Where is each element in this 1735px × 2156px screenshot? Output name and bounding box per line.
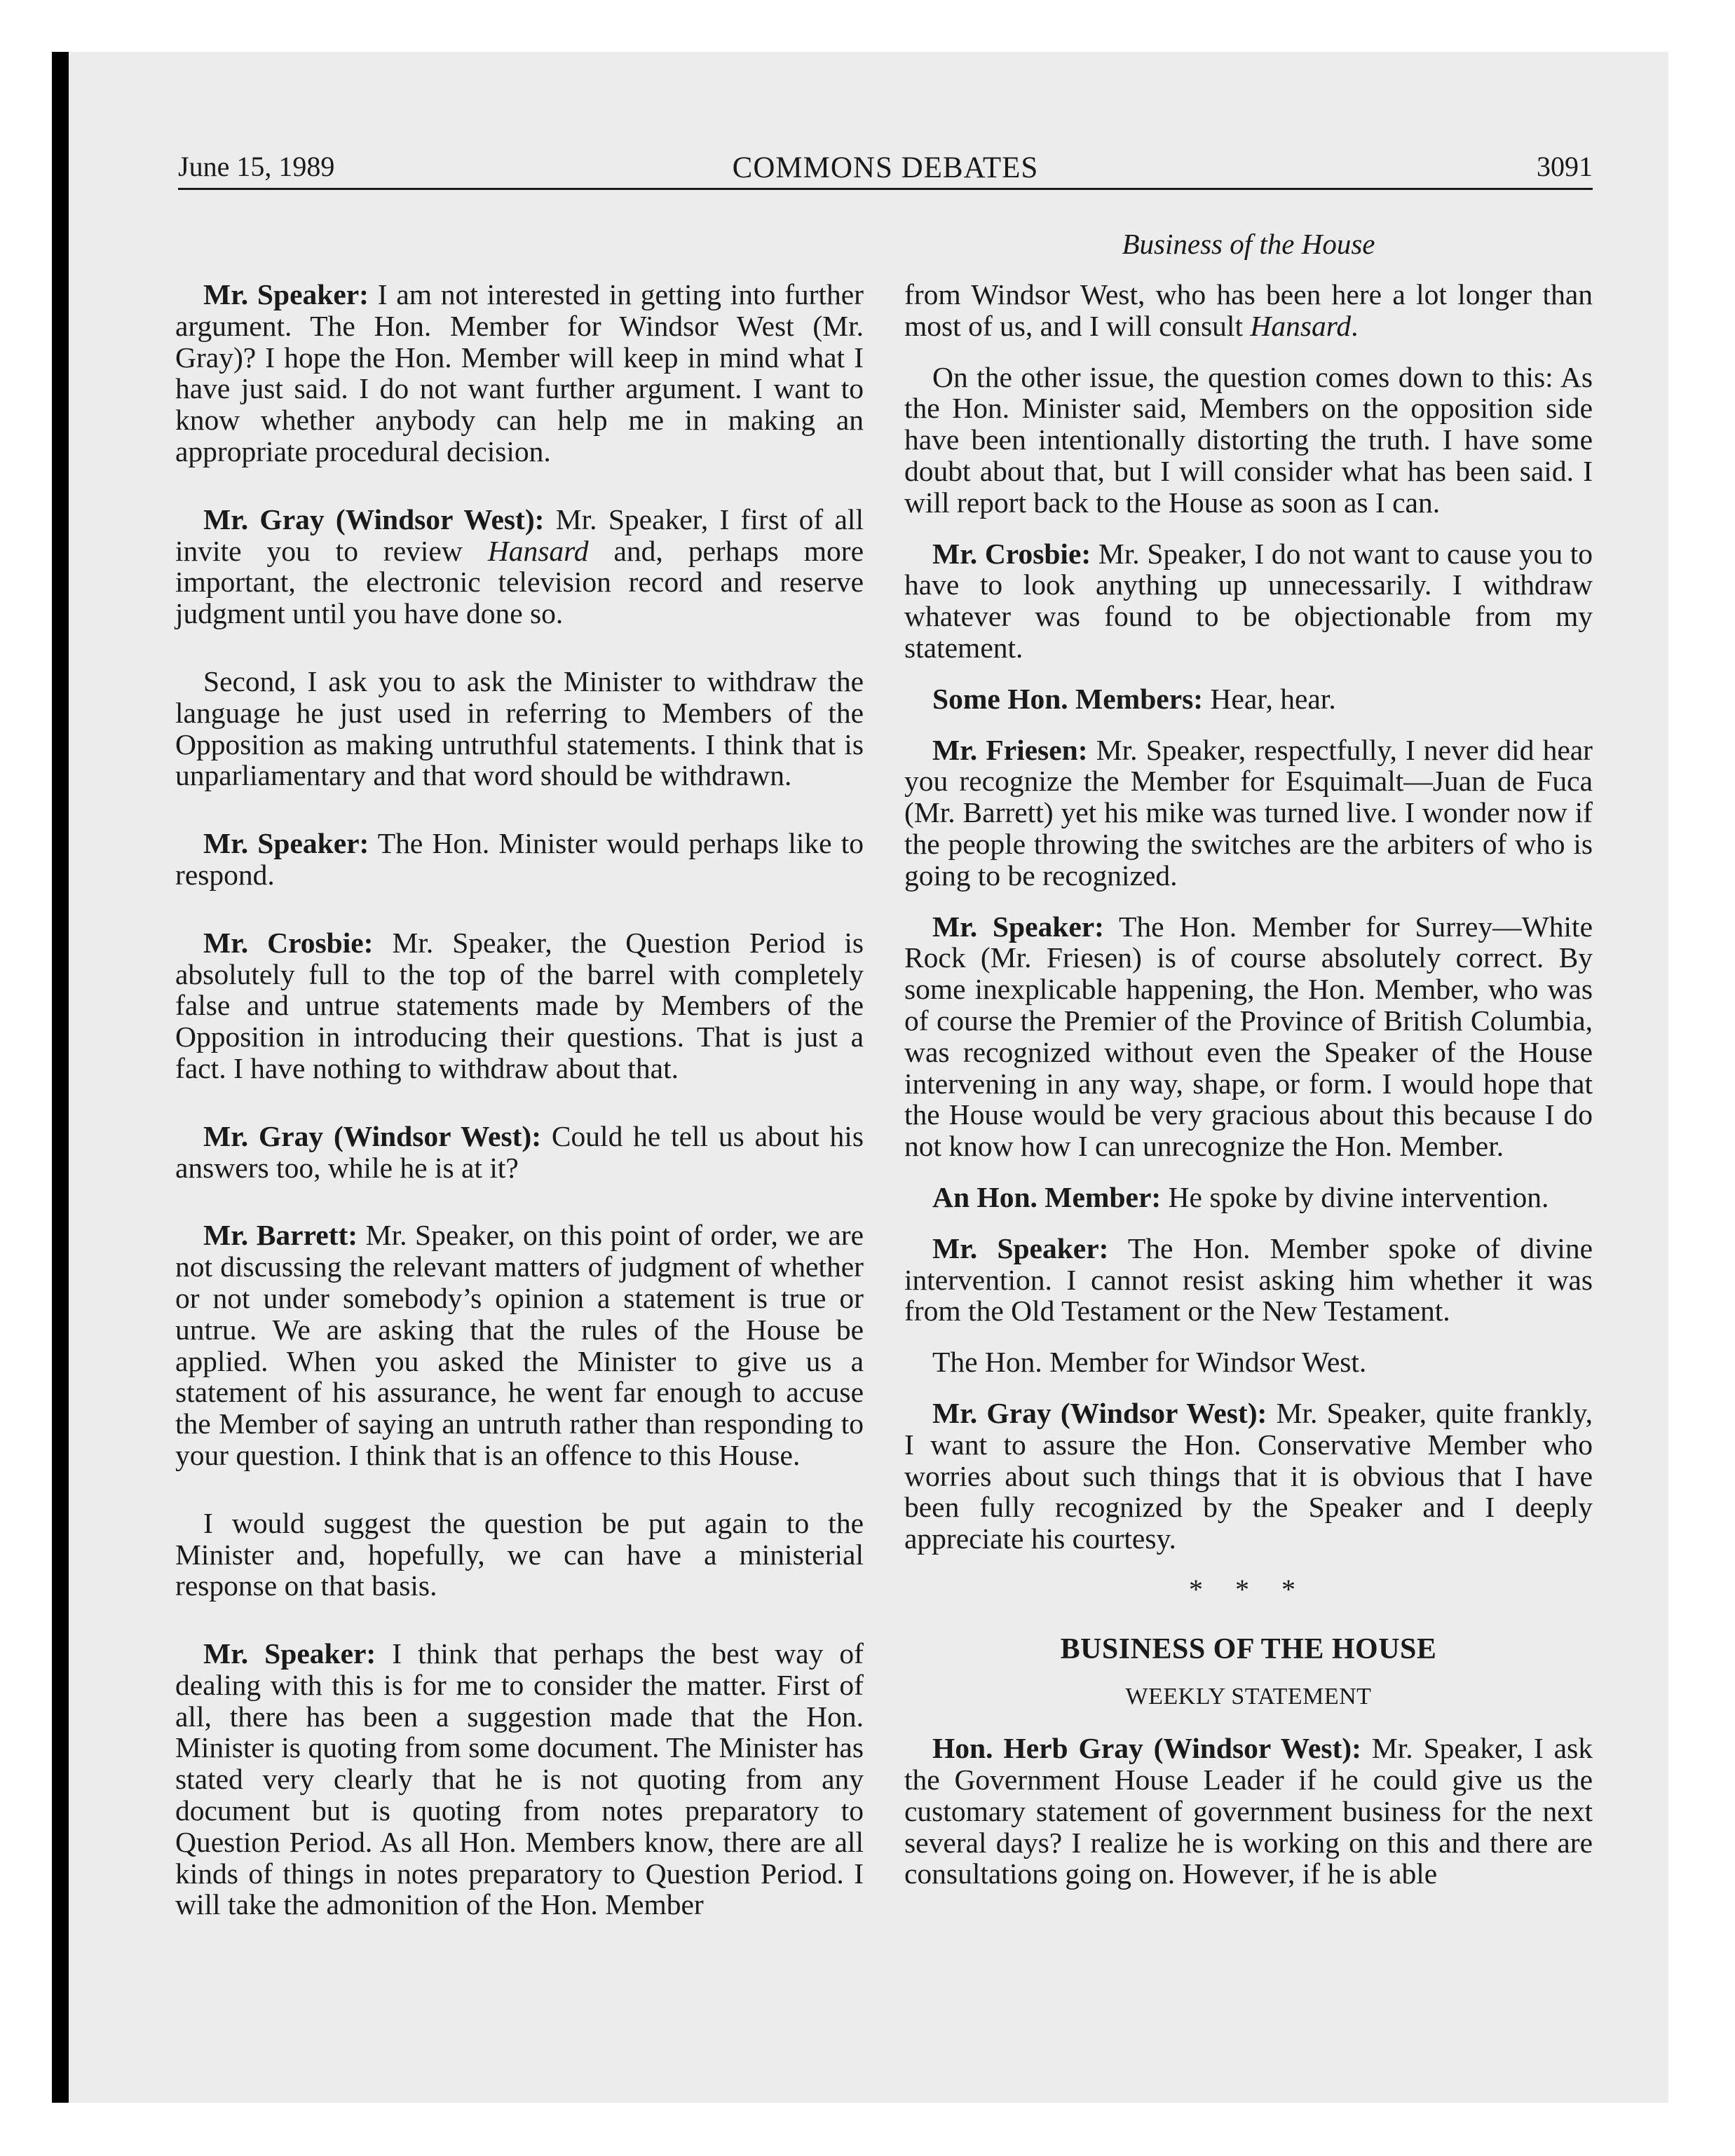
section-subheading: WEEKLY STATEMENT <box>1125 1684 1372 1710</box>
speaker-name: Mr. Gray (Windsor West): <box>203 1119 542 1152</box>
speech-text: Hear, hear. <box>1203 682 1336 715</box>
speech-text: and, perhaps more important, the electronic television record and reserve judgment until you have done so. <box>175 534 864 630</box>
speech-text: I would suggest the question be put again to the Minister and, hopefully, we can have a ministerial response on that basis. <box>175 1506 864 1602</box>
paragraph <box>904 1182 1593 1213</box>
paragraph <box>175 828 864 891</box>
paragraph <box>904 538 1593 664</box>
speech-text: Second, I ask you to ask the Minister to withdraw the language he just used in referring to Members of the Opposition as making untruthful statements. I think that is unparliamentary and that word should be withdrawn. <box>175 664 864 792</box>
speech-text: from Windsor West, who has been here a lot longer than most of us, and I will consult <box>904 278 1593 342</box>
speaker-name: Mr. Speaker: <box>203 827 369 860</box>
speech-text: Mr. Speaker, I do not want to cause you to have to look anything up unnecessarily. I withdraw whatever was found to be objectionable from my statement. <box>904 537 1593 664</box>
speaker-name: Mr. Gray (Windsor West): <box>932 1396 1267 1429</box>
section-heading: BUSINESS OF THE HOUSE <box>1060 1632 1437 1665</box>
right-column-paragraphs <box>904 279 1593 1555</box>
left-column <box>175 279 864 1957</box>
speech-text: I am not interested in getting into further argument. The Hon. Member for Windsor West (Mr. Gray)? I hope the Hon. Member will keep in mind what I have just said. I do not want further argument. I want to know whether anybody can help me in making an appropriate procedural decision. <box>175 278 864 468</box>
header-page-number: 3091 <box>1537 151 1593 182</box>
speaker-name: An Hon. Member: <box>932 1180 1162 1213</box>
paragraph <box>175 504 864 629</box>
speaker-name: Mr. Crosbie: <box>203 926 374 959</box>
paragraph <box>175 1121 864 1184</box>
speech-text: Mr. Speaker, quite frankly, I want to assure the Hon. Conservative Member who worries about such things that it is obvious that I have been fully recognized by the Speaker and I deeply appreciate his courtesy. <box>904 1396 1593 1555</box>
speaker-name: Mr. Friesen: <box>932 733 1088 766</box>
speaker-name: Mr. Speaker: <box>932 910 1104 943</box>
paragraph <box>904 1233 1593 1327</box>
speaker-name: Mr. Speaker: <box>203 278 369 311</box>
speech-text: I think that perhaps the best way of dealing with this is for me to consider the matter. First of all, there has been a suggestion made that the Hon. Minister is quoting from some document. The Minister has stated very clearly that he is not quoting from any document but is quoting from notes preparatory to Question Period. As all Hon. Members know, there are all kinds of things in notes preparatory to Question Period. I will take the admonition of the Hon. Member <box>175 1637 864 1921</box>
paragraph <box>904 683 1593 715</box>
page-header <box>178 146 1593 188</box>
speaker-name: Mr. Speaker: <box>203 1637 376 1670</box>
paragraph <box>904 1346 1593 1378</box>
speech-text: The Hon. Minister would perhaps like to respond. <box>175 827 864 891</box>
speech-text: Mr. Speaker, I ask the Government House Leader if he could give us the customary statement of government business for the next several days? I realize he is working on this and there are consultations going on. However, if he is able <box>904 1732 1593 1890</box>
italic-reference: Hansard <box>487 534 589 567</box>
paragraph <box>175 279 864 468</box>
running-head: Business of the House <box>1122 228 1375 260</box>
speech-text: Mr. Speaker, the Question Period is absolutely full to the top of the barrel with completely false and untrue statements made by Members of the Opposition in introducing their questions. That is just a fact. I have nothing to withdraw about that. <box>175 926 864 1084</box>
header-date: June 15, 1989 <box>178 151 335 182</box>
section-break: * * * <box>1189 1573 1308 1605</box>
speech-text: Could he tell us about his answers too, while he is at it? <box>175 1119 864 1184</box>
speech-text: Mr. Speaker, I first of all invite you to review <box>175 503 864 567</box>
speaker-name: Hon. Herb Gray (Windsor West): <box>932 1732 1361 1765</box>
paragraph <box>904 1398 1593 1555</box>
speaker-name: Some Hon. Members: <box>932 682 1204 715</box>
speech-text: The Hon. Member spoke of divine intervention. I cannot resist asking him whether it was from the Old Testament or the New Testament. <box>904 1231 1593 1328</box>
speech-text: Mr. Speaker, respectfully, I never did hear you recognize the Member for Esquimalt—Juan de Fuca (Mr. Barrett) yet his mike was turned live. I wonder now if the people throwing the switches are the arbiters of who is going to be recognized. <box>904 733 1593 892</box>
paragraph <box>175 1638 864 1920</box>
header-journal-title: COMMONS DEBATES <box>732 151 1039 184</box>
paragraph <box>175 1220 864 1471</box>
paragraph <box>175 1508 864 1602</box>
speech-text: . <box>1351 309 1359 342</box>
speech-text: The Hon. Member for Windsor West. <box>932 1346 1367 1379</box>
speaker-name: Mr. Crosbie: <box>932 537 1091 570</box>
speech-text: Mr. Speaker, on this point of order, we are not discussing the relevant matters of judgment of whether or not under somebody’s opinion a statement is true or untrue. We are asking that the rules of the House be applied. When you asked the Minister to give us a statement of his assurance, he went far enough to accuse the Member of saying an untruth rather than responding to your question. I think that is an offence to this House. <box>175 1219 864 1471</box>
speech-text: On the other issue, the question comes down to this: As the Hon. Minister said, Members on the opposition side have been intentionally distorting the truth. I have some doubt about that, but I will consider what has been said. I will report back to the House as soon as I can. <box>904 360 1593 519</box>
binding-edge <box>52 52 69 2103</box>
paragraph <box>904 362 1593 519</box>
right-column <box>904 279 1593 1909</box>
paragraph <box>904 279 1593 342</box>
speaker-name: Mr. Speaker: <box>932 1231 1109 1264</box>
speech-text: The Hon. Member for Surrey—White Rock (Mr. Friesen) is of course absolutely correct. By some inexplicable happening, the Hon. Member, who was of course the Premier of the Province of British Columbia, was recognized without even the Speaker of the House intervening in any way, shape, or form. I would hope that the House would be very gracious about this because I do not know how I can unrecognize the Hon. Member. <box>904 910 1593 1163</box>
speaker-name: Mr. Gray (Windsor West): <box>203 503 545 535</box>
paragraph <box>904 1733 1593 1890</box>
paragraph <box>904 911 1593 1162</box>
header-rule <box>178 188 1593 190</box>
paragraph <box>904 735 1593 892</box>
paragraph <box>175 927 864 1084</box>
speaker-name: Mr. Barrett: <box>203 1219 358 1252</box>
paragraph <box>175 666 864 791</box>
italic-reference: Hansard <box>1250 309 1352 342</box>
speech-text: He spoke by divine intervention. <box>1161 1180 1549 1213</box>
